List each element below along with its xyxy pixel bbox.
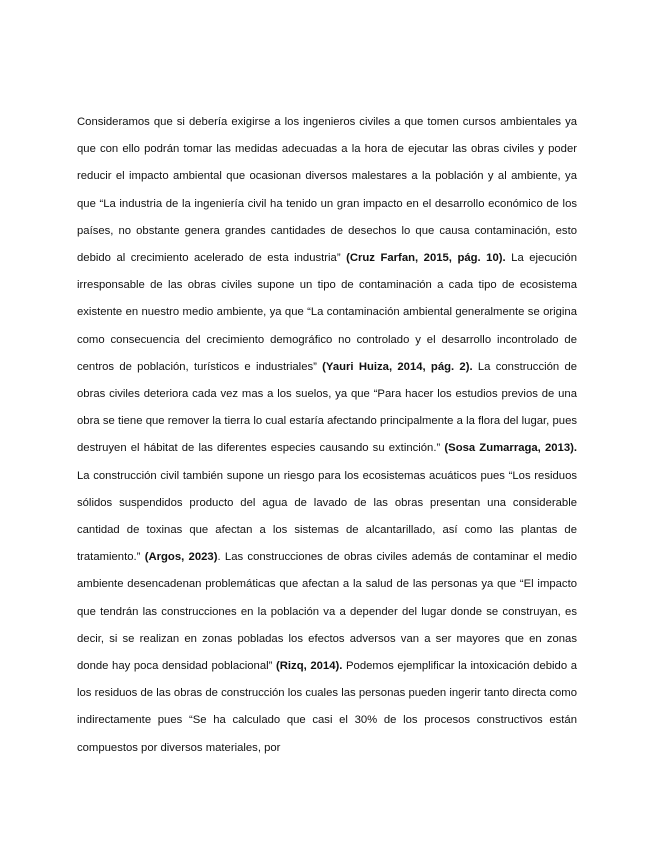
body-paragraph (77, 109, 577, 762)
text-segment: La construcción de obras civiles deteriora cada vez mas a los suelos, ya que “Para hacer los estudios previos de una obra se tiene que remover la tierra lo cual estaría afectando principalmente a la flora del lugar, pues destruyen el hábitat de las diferentes especies causando su extinción.” (77, 360, 578, 455)
citation: (Cruz Farfan, 2015, pág. 10). (346, 252, 506, 265)
text-segment: La ejecución irresponsable de las obras civiles supone un tipo de contaminación a cada tipo de ecosistema existente en nuestro medio ambiente, ya que “La contaminación ambiental generalmente se origina como consecuencia del crecimiento demográfico no controlado y el desarrollo incontrolado de centros de población, turísticos e industriales” (77, 252, 577, 373)
text-segment: Consideramos que si debería exigirse a los ingenieros civiles a que tomen cursos ambientales ya que con ello podrán tomar las medidas adecuadas a la hora de ejecutar las obras civiles y poder reducir el impacto ambiental que ocasionan diversos malestares a la población y al ambiente, ya que “La industria de la ingeniería civil ha tenido un gran impacto en el desarrollo económico de los países, no obstante genera grandes cantidades de desechos lo que causa contaminación, esto debido al crecimiento acelerado de esta industria” (77, 116, 577, 265)
citation: (Sosa Zumarraga, 2013). (444, 442, 577, 455)
text-segment: La construcción civil también supone un riesgo para los ecosistemas acuáticos pues “Los residuos sólidos suspendidos producto del agua de lavado de las obras presentan una considerable cantidad de toxinas que afectan a los sistemas de alcantarillado, así como las plantas de tratamiento.” (77, 469, 577, 564)
text-segment: . Las construcciones de obras civiles además de contaminar el medio ambiente desencadenan problemáticas que afectan a la salud de las personas ya que “El impacto que tendrán las construcciones en la población va a depender del lugar donde se construyan, es decir, si se realizan en zonas pobladas los efectos adversos van a ser mayores que en zonas donde hay poca densidad poblacional” (77, 551, 577, 673)
text-segment: Podemos ejemplificar la intoxicación debido a los residuos de las obras de construcción los cuales las personas pueden ingerir tanto directa como indirectamente pues “Se ha calculado que casi el 30% de los procesos constructivos están compuestos por diversos materiales, por (77, 660, 578, 754)
citation: (Rizq, 2014). (276, 660, 343, 673)
citation: (Argos, 2023) (144, 551, 218, 564)
citation: (Yauri Huiza, 2014, pág. 2). (322, 360, 473, 373)
